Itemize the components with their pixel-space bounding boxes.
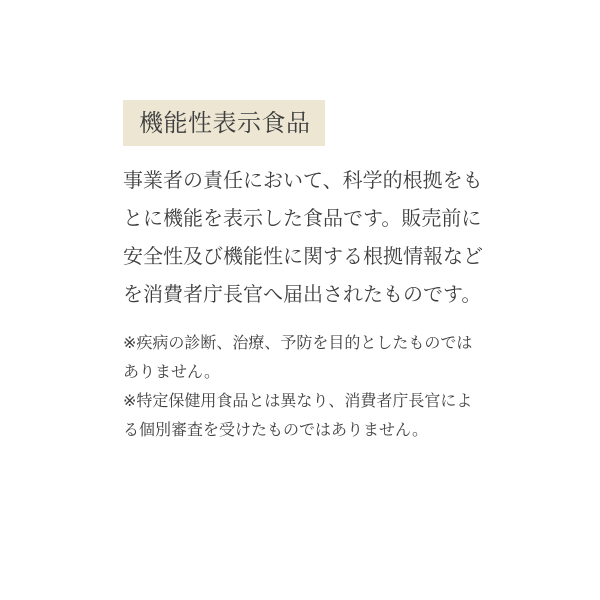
- disclaimer-notes: [123, 328, 503, 444]
- description-line-1: 事業者の責任において、科学的根拠をも: [123, 168, 483, 192]
- description-line-2: とに機能を表示した食品です。販売前に: [123, 206, 482, 230]
- note-1-line-1: ※疾病の診断、治療、予防を目的としたものでは: [123, 333, 473, 352]
- badge-row: [123, 100, 503, 146]
- description-line-3: 安全性及び機能性に関する根拠情報など: [123, 244, 483, 268]
- category-badge: 機能性表示食品: [123, 100, 325, 146]
- content-area: [123, 100, 503, 444]
- description-paragraph: [123, 161, 503, 313]
- description-line-4: を消費者庁長官へ届出されたものです。: [123, 282, 482, 306]
- note-2-line-1: ※特定保健用食品とは異なり、消費者庁長官によ: [123, 391, 473, 410]
- note-2-line-2: る個別審査を受けたものではありません。: [123, 420, 428, 439]
- note-1-line-2: ありません。: [123, 362, 220, 381]
